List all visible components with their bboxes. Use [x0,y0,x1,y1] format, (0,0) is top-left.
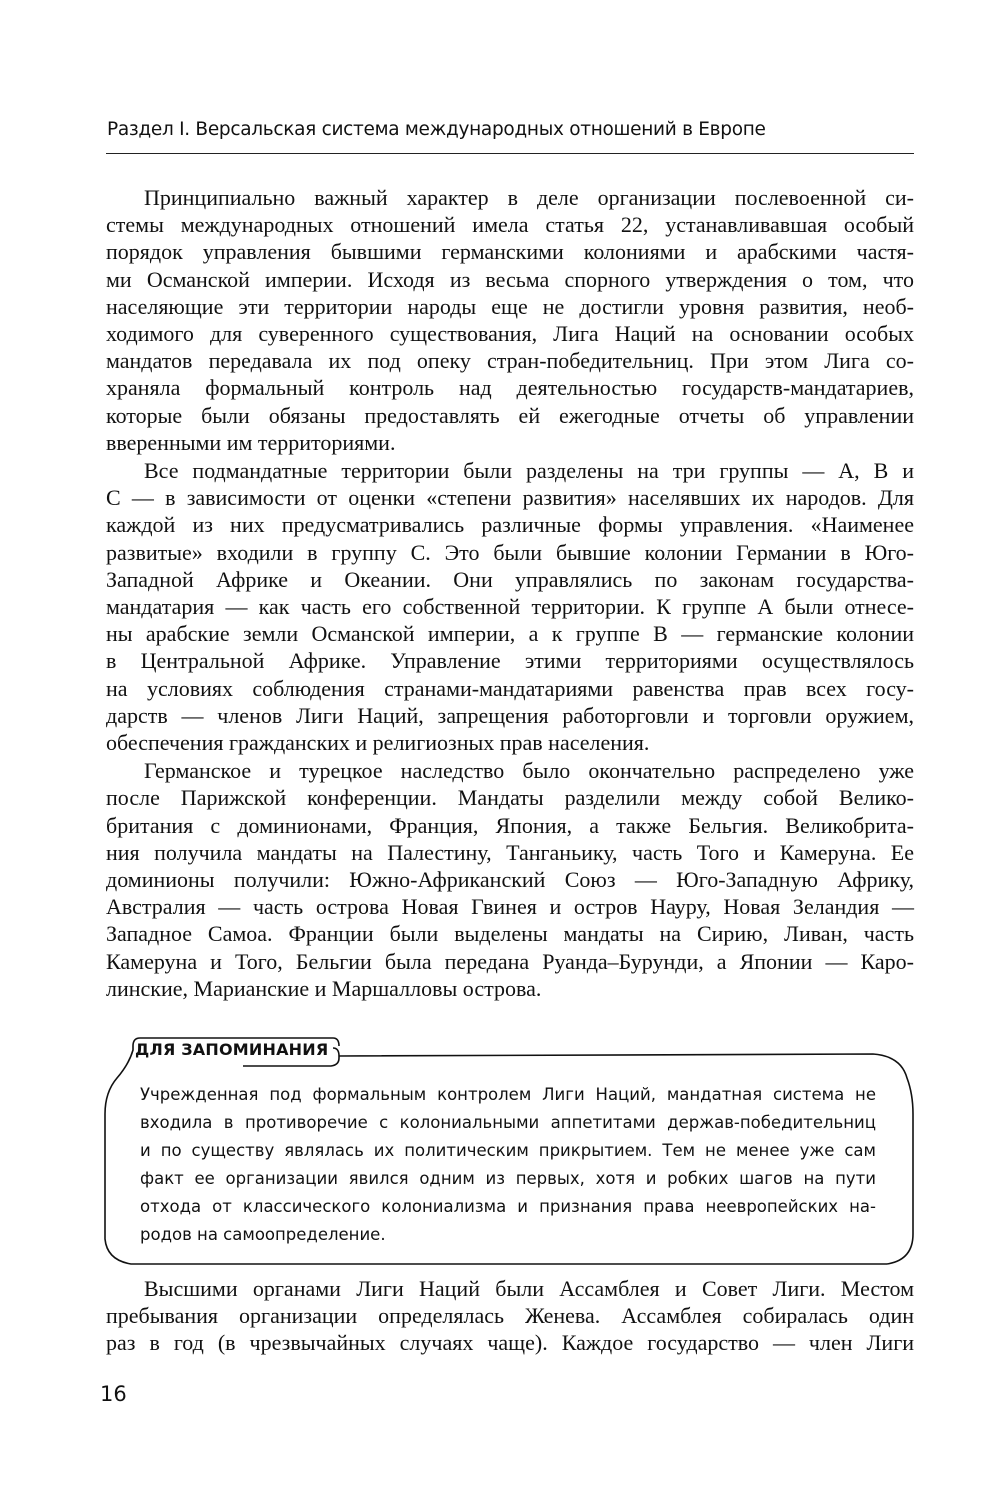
paragraph-mandates-article [106,184,914,456]
text-line: Германское и турецкое наследство было окончательно распределено уже [144,758,914,784]
memo-title: ДЛЯ ЗАПОМИНАНИЯ [135,1040,329,1059]
text-line: населяющие эти территории народы еще не достигли уровня развития, необ- [106,293,914,319]
text-line: британия с доминионами, Франция, Япония, а также Бельгия. Великобрита- [106,812,914,838]
text-line: мандатов передавала их под опеку стран-победительниц. При этом Лига со- [106,348,914,374]
text-line: ходимого для суверенного существования, Лига Наций на основании особых [106,321,914,347]
text-line: линские, Марианские и Маршалловы острова. [106,975,542,1001]
memo-line: родов на самоопределение. [140,1225,386,1244]
text-line: ния получила мандаты на Палестину, Танганьику, часть Того и Камеруна. Ее [106,839,914,865]
main-text [106,184,914,1003]
text-line: порядок управления бывшими германскими колониями и арабскими частя- [106,239,914,265]
text-line: развитые» входили в группу С. Это были бывшие колонии Германии в Юго- [106,539,914,565]
text-line: раз в год (в чрезвычайных случаях чаще). Каждое государство — член Лиги [106,1330,914,1356]
memo-line: и по существу являлась их политическим прикрытием. Тем не менее уже сам [140,1141,876,1160]
text-line: в Центральной Африке. Управление этими территориями осуществлялось [106,648,914,674]
text-line: Австралия — часть острова Новая Гвинея и остров Науру, Новая Зеландия — [106,894,914,920]
text-line: Западной Африке и Океании. Они управлялись по законам государства- [106,566,914,592]
paragraph-mandate-groups [106,457,914,756]
header-rule [106,153,914,154]
text-line: каждой из них предусматривались различные формы управления. «Наименее [106,512,914,538]
memo-line: Учрежденная под формальным контролем Лиги Наций, мандатная система не [140,1085,876,1104]
text-line: вверенными им территориями. [106,429,396,455]
memo-line: отхода от классического колониализма и признания права неевропейских на- [140,1197,876,1216]
text-line: на условиях соблюдения странами-мандатариями равенства прав всех госу- [106,675,914,701]
text-line: доминионы получили: Южно-Африканский Союз — Юго-Западную Африку, [106,867,914,893]
text-line: Высшими органами Лиги Наций были Ассамблея и Совет Лиги. Местом [144,1276,914,1301]
paragraph-inheritance [106,757,914,1002]
text-line: ми Османской империи. Исходя из весьма спорного утверждения о том, что [106,266,914,292]
text-line: после Парижской конференции. Мандаты разделили между собой Велико- [106,785,914,811]
text-line: Все подмандатные территории были разделены на три группы — А, В и [144,458,914,484]
text-line: мандатария — как часть его собственной территории. К группе А были отнесе- [106,594,914,620]
text-line: храняла формальный контроль над деятельностью государств-мандатариев, [106,375,914,401]
memo-line: факт ее организации явился одним из первых, хотя и робких шагов на пути [140,1169,876,1188]
text-line: Камеруна и Того, Бельгии была передана Руанда–Бурунди, а Японии — Каро- [106,948,914,974]
text-line: Принципиально важный характер в деле организации послевоенной си- [144,185,914,210]
paragraph-league-organs [106,1275,914,1357]
page-number: 16 [100,1382,127,1406]
text-line: ны арабские земли Османской империи, а к группе В — германские колонии [106,621,914,647]
text-line: Западное Самоа. Франции были выделены мандаты на Сирию, Ливан, часть [106,921,914,947]
memo-line: входила в противоречие с колониальными аппетитами держав-победительниц [140,1113,876,1132]
running-header: Раздел I. Версальская система международных отношений в Европе [107,119,766,140]
text-line: стемы международных отношений имела статья 22, устанавливавшая особый [106,212,914,238]
text-line: пребывания организации определялась Женева. Ассамблея собиралась один [106,1303,914,1329]
memo-text [140,1081,876,1249]
text-line: С — в зависимости от оценки «степени развития» населявших их народов. Для [106,485,914,511]
text-line: которые были обязаны предоставлять ей ежегодные отчеты об управлении [106,402,914,428]
text-line: обеспечения гражданских и религиозных прав населения. [106,730,650,756]
bottom-text [106,1275,914,1358]
text-line: дарств — членов Лиги Наций, запрещения работорговли и торговли оружием, [106,702,914,728]
